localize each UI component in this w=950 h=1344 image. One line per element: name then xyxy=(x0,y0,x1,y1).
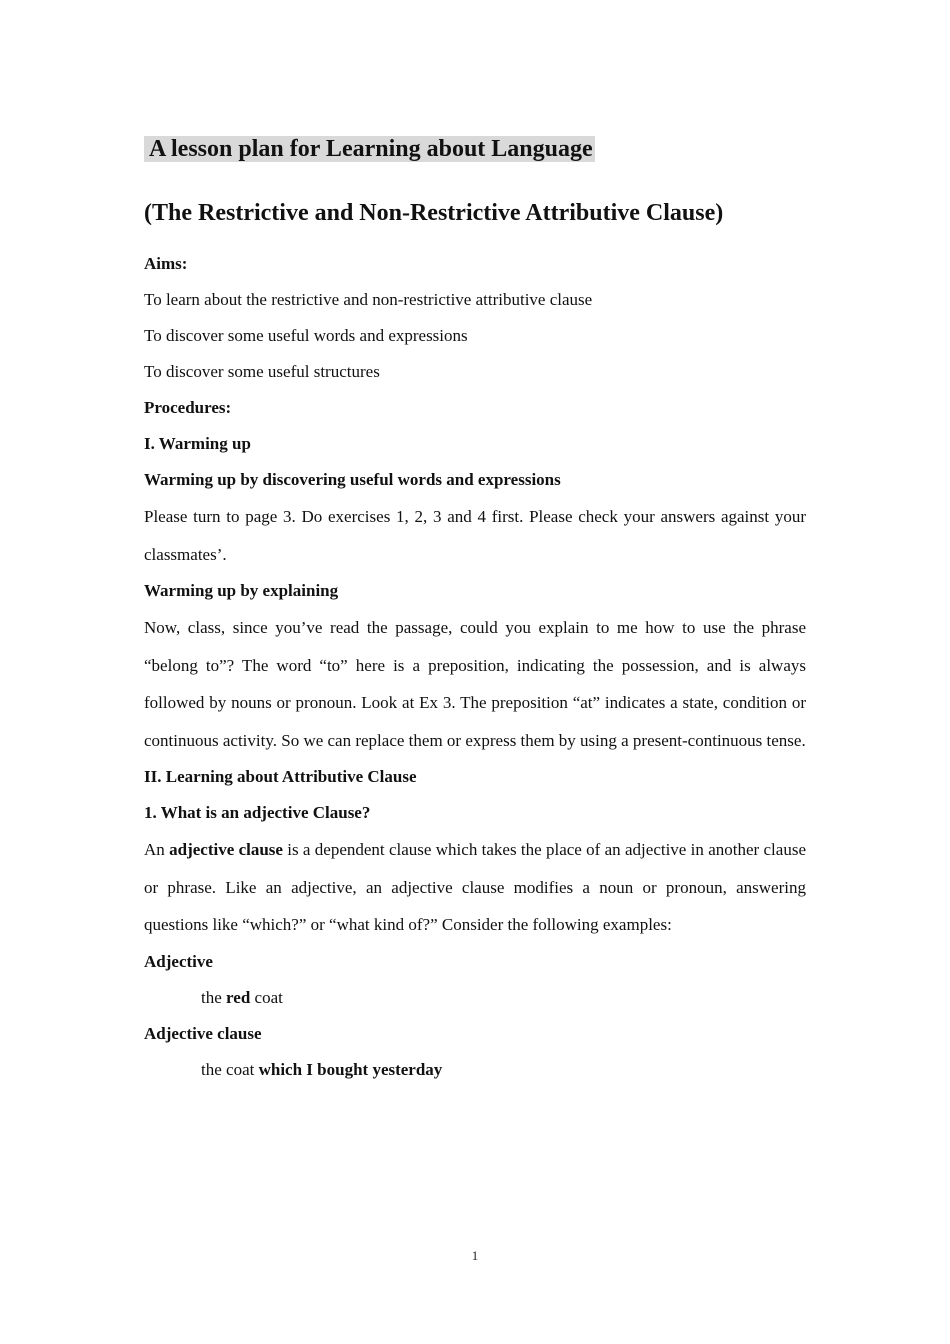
section-heading-attributive-clause: II. Learning about Attributive Clause xyxy=(144,767,417,786)
example-highlight: red xyxy=(226,987,251,1007)
document-body xyxy=(144,132,806,1088)
section-heading-warming-up: I. Warming up xyxy=(144,434,251,453)
procedures-heading: Procedures: xyxy=(144,398,232,417)
warmup-discovering-heading: Warming up by discovering useful words and expressions xyxy=(144,470,561,489)
warmup-explaining-text: Now, class, since you’ve read the passage, could you explain to me how to use the phrase “belong to”? The word “to” here is a preposition, indicating the possession, and is always followed by nouns or pronoun. Look at Ex 3. The preposition “at” indicates a state, condition or continuous activity. So we can replace them or express them by using a present-continuous tense. xyxy=(144,618,806,750)
example-adjective xyxy=(144,980,806,1016)
example-text-pre: the coat xyxy=(201,1059,259,1079)
document-title xyxy=(144,132,806,166)
aim-item: To discover some useful structures xyxy=(144,362,380,381)
example-adjective-clause xyxy=(144,1052,806,1088)
example-highlight: which I bought yesterday xyxy=(258,1059,443,1079)
adjective-clause-definition xyxy=(144,831,806,944)
title-highlight: A lesson plan for Learning about Language xyxy=(144,136,595,162)
page-number: 1 xyxy=(471,1248,479,1263)
definition-term: adjective clause xyxy=(169,840,283,859)
example-label-adjective: Adjective xyxy=(144,951,213,971)
question-heading: 1. What is an adjective Clause? xyxy=(144,803,371,822)
definition-text-post: is a dependent clause which takes the place of an adjective in another clause or phrase. Like an adjective, an adjective clause modifies a noun or pronoun, answering questions like “which?” or “what kind of?” Consider the following examples: xyxy=(144,840,806,934)
warmup-explaining-heading: Warming up by explaining xyxy=(144,581,339,600)
document-subtitle: (The Restrictive and Non-Restrictive Attributive Clause) xyxy=(144,200,724,226)
aims-heading: Aims: xyxy=(144,254,188,273)
aim-item: To learn about the restrictive and non-restrictive attributive clause xyxy=(144,290,593,309)
example-text-pre: the xyxy=(201,987,227,1007)
example-text-post: coat xyxy=(250,987,283,1007)
definition-text-pre: An xyxy=(144,840,170,859)
example-label-adjective-clause: Adjective clause xyxy=(144,1023,262,1043)
aim-item: To discover some useful words and expressions xyxy=(144,326,468,345)
warmup-discovering-text: Please turn to page 3. Do exercises 1, 2, 3 and 4 first. Please check your answers against your classmates’. xyxy=(144,507,806,564)
